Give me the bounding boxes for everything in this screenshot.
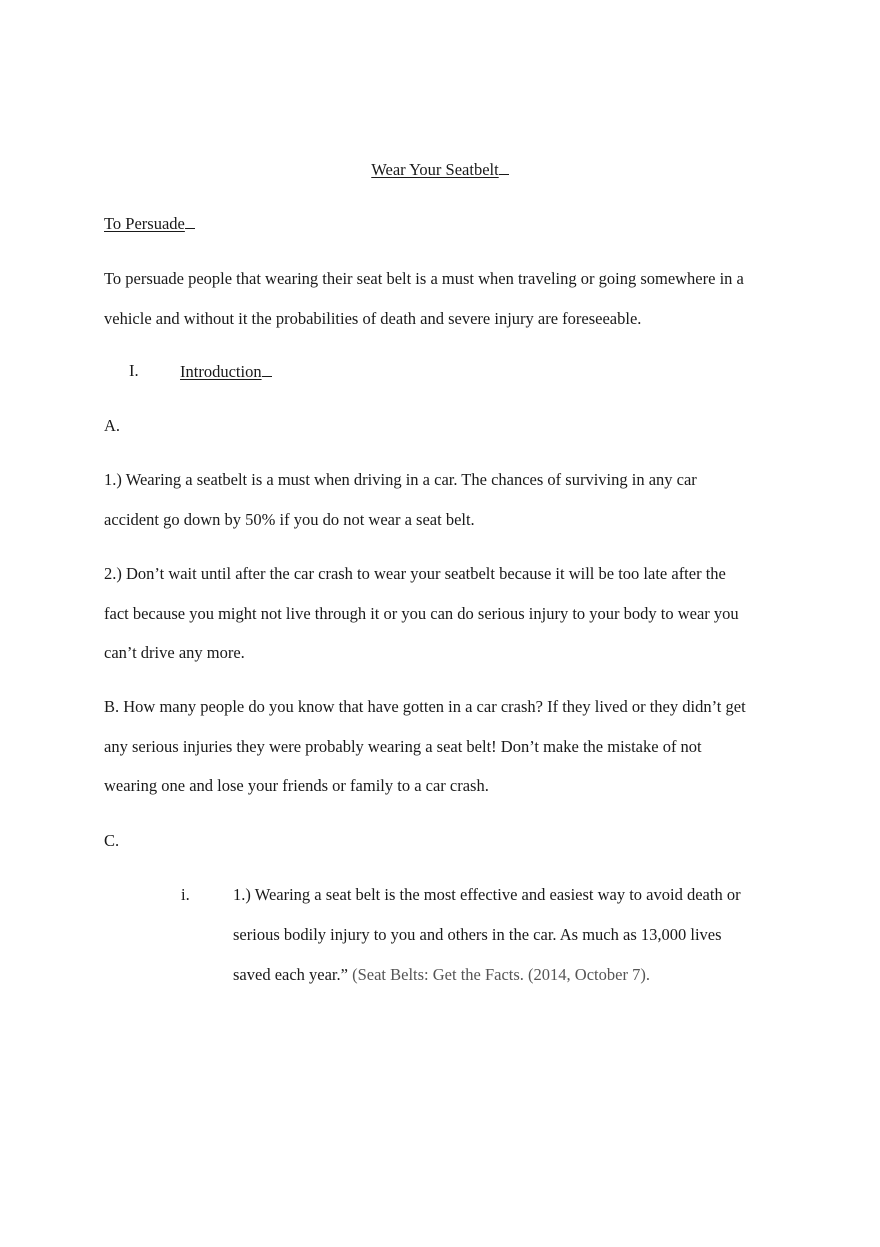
purpose-underline-trail xyxy=(185,213,195,229)
subpoint-line-1: 1.) Wearing a seat belt is the most effective and easiest way to avoid death or xyxy=(233,885,741,904)
point-a-item-1-line-2: accident go down by 50% if you do not wear a seat belt. xyxy=(104,510,475,529)
purpose-statement-line-2: vehicle and without it the probabilities of death and severe injury are foreseeable. xyxy=(104,309,642,328)
purpose-heading: To Persuade xyxy=(104,213,195,234)
point-a-item-2-line-2: fact because you might not live through it or you can do serious injury to your body to wear you xyxy=(104,604,739,623)
subpoint-line-2: serious bodily injury to you and others in the car. As much as 13,000 lives xyxy=(233,925,722,944)
point-a-item-2-line-3: can’t drive any more. xyxy=(104,643,245,662)
title-underline-trail xyxy=(499,159,509,175)
document-title: Wear Your Seatbelt xyxy=(0,159,880,180)
subpoint-line-3 xyxy=(233,965,650,985)
section-underline-trail xyxy=(262,361,272,377)
point-a-item-1-line-1: 1.) Wearing a seatbelt is a must when driving in a car. The chances of surviving in any car xyxy=(104,470,697,489)
point-b-line-1: B. How many people do you know that have gotten in a car crash? If they lived or they didn’t get xyxy=(104,697,746,716)
subpoint-numeral: i. xyxy=(181,885,190,904)
point-b-line-3: wearing one and lose your friends or family to a car crash. xyxy=(104,776,489,795)
point-a-item-2-line-1: 2.) Don’t wait until after the car crash to wear your seatbelt because it will be too late after the xyxy=(104,564,726,583)
section-numeral: I. xyxy=(129,361,139,380)
point-c-label: C. xyxy=(104,831,120,850)
citation: (Seat Belts: Get the Facts. (2014, October 7). xyxy=(352,965,650,984)
section-heading: Introduction xyxy=(180,361,272,382)
point-a-label: A. xyxy=(104,416,121,435)
point-b-line-2: any serious injuries they were probably wearing a seat belt! Don’t make the mistake of not xyxy=(104,737,702,756)
subpoint-quote-end: saved each year.” xyxy=(233,965,348,984)
purpose-statement-line-1: To persuade people that wearing their seat belt is a must when traveling or going somewhere in a xyxy=(104,269,744,288)
